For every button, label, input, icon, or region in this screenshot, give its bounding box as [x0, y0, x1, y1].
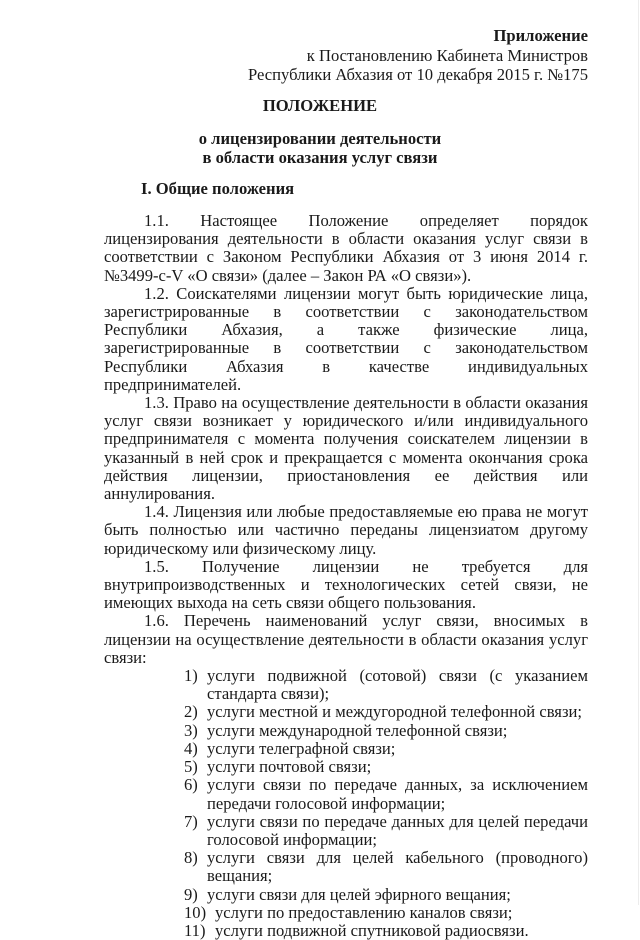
- list-item-number: 9): [184, 884, 198, 904]
- document-title: ПОЛОЖЕНИЕ: [262, 96, 378, 115]
- list-item: [184, 776, 588, 812]
- list-item-text: услуги связи по передаче данных для целей передачи голосовой информации;: [207, 811, 588, 849]
- subtitle-line-1: о лицензировании деятельности: [198, 129, 442, 148]
- paragraph-1-5: 1.5. Получение лицензии не требуется для внутрипроизводственных и технологических сетей связи, не имеющих выхода на сеть связи общего пользования.: [104, 556, 588, 613]
- list-item: [184, 740, 588, 758]
- appendix-label: Приложение: [493, 26, 588, 45]
- paragraph-1-4: 1.4. Лицензия или любые предоставляемые ею права не могут быть полностью или частично переданы лицензиатом другому юридическому или физическому лицу.: [104, 502, 588, 558]
- list-item: [184, 922, 588, 940]
- list-item: [184, 722, 588, 740]
- appendix-header: [248, 26, 588, 85]
- list-item: [184, 758, 588, 776]
- list-item-text: услуги связи для целей кабельного (проводного) вещания;: [207, 848, 588, 886]
- list-item-text: услуги по предоставлению каналов связи;: [215, 902, 513, 922]
- list-item: [184, 849, 588, 885]
- resolution-reference: к Постановлению Кабинета Министров: [306, 45, 588, 65]
- resolution-date: Республики Абхазия от 10 декабря 2015 г. №175: [247, 65, 588, 85]
- list-item: [184, 667, 588, 703]
- list-item-text: услуги подвижной спутниковой радиосвязи.: [215, 920, 529, 940]
- list-item: [184, 813, 588, 849]
- paragraph-1-6: 1.6. Перечень наименований услуг связи, вносимых в лицензии на осуществление деятельности в области оказания услуг связи:: [104, 611, 588, 667]
- list-item-text: услуги подвижной (сотовой) связи (с указанием стандарта связи);: [207, 666, 588, 704]
- list-item-number: 4): [184, 738, 198, 758]
- list-item-number: 1): [184, 666, 198, 686]
- document-subtitle: [0, 129, 640, 167]
- list-item: [184, 703, 588, 721]
- list-item-text: услуги связи для целей эфирного вещания;: [207, 884, 511, 904]
- list-item-text: услуги связи по передаче данных, за исключением передачи голосовой информации;: [207, 775, 588, 813]
- list-item-text: услуги местной и междугородной телефонной связи;: [207, 702, 582, 722]
- list-item-number: 6): [184, 775, 198, 795]
- list-item: [184, 904, 588, 922]
- list-item-text: услуги международной телефонной связи;: [207, 720, 508, 740]
- list-item-number: 7): [184, 811, 198, 831]
- list-item-number: 3): [184, 720, 198, 740]
- list-item-number: 10): [184, 902, 207, 922]
- paragraph-1-2: 1.2. Соискателями лицензии могут быть юридические лица, зарегистрированные в соответствии с законодательством Республики Абхазия, а также физические лица, зарегистрированные в соответствии с законодательством Республики Абхазия в качестве индивидуальных предпринимателей.: [104, 283, 588, 394]
- services-list: [104, 667, 588, 940]
- subtitle-line-2: в области оказания услуг связи: [202, 148, 438, 167]
- list-item-number: 8): [184, 848, 198, 868]
- paragraph-1-3: 1.3. Право на осуществление деятельности в области оказания услуг связи возникает у юридического и/или индивидуального предпринимателя с момента получения соискателем лицензии в указанный в ней срок и прекращается с момента окончания срока действия лицензии, приостановления ее действия или аннулирования.: [104, 393, 588, 504]
- list-item-number: 11): [184, 920, 206, 940]
- list-item-number: 5): [184, 757, 198, 777]
- list-item-number: 2): [184, 702, 198, 722]
- list-item-text: услуги телеграфной связи;: [207, 738, 396, 758]
- paragraph-1-1: 1.1. Настоящее Положение определяет порядок лицензирования деятельности в области оказания услуг связи в соответствии с Законом Республики Абхазия от 3 июня 2014 г. №3499-с-V «О связи» (далее – Закон РА «О связи»).: [104, 211, 588, 285]
- document-body: [104, 212, 588, 940]
- section-heading: I. Общие положения: [141, 179, 295, 198]
- list-item-text: услуги почтовой связи;: [207, 757, 372, 777]
- list-item: [184, 886, 588, 904]
